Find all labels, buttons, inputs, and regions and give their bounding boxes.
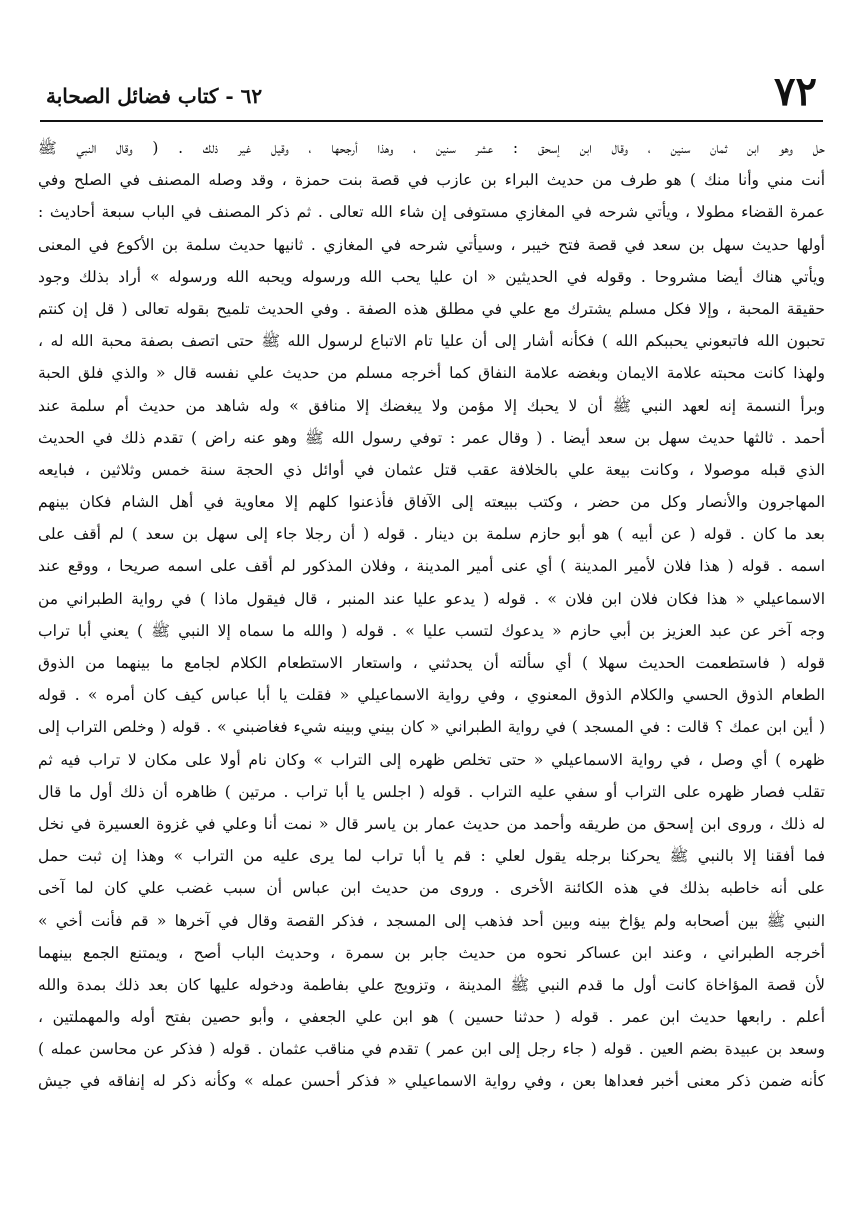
text-line: ( أين ابن عمك ؟ قالت : في المسجد ) في رواية الطبراني « كان بيني وبينه شيء فغاضبني » . قوله ( وخلص التراب إلى [38,718,825,737]
text-line: عمرة القضاء مطولا ، ويأتي شرحه في المغازي مستوفى إن شاء الله تعالى . ثم ذكر المصنف في الباب سبعة أحاديث : [38,203,825,222]
text-line: تقلب فصار ظهره على التراب أو سفي عليه التراب . قوله ( اجلس يا أبا تراب . مرتين ) ظاهره أن ذلك أول ما قال [38,782,825,801]
text-line: وجه آخر عن عبد العزيز بن أبي حازم « يدعوك لتسب عليا » . قوله ( والله ما سماه إلا النبي ﷺ ) يعني أبا تراب [38,621,825,640]
text-line: المهاجرون والأنصار وكل من حضر ، وكتب ببيعته إلى الآفاق فأذعنوا كلهم إلا معاوية في أهل الشام فكان بينهم [38,493,825,512]
text-line: الاسماعيلي « هذا فكان فلان ابن فلان » . قوله ( يدعو عليا عند المنبر ، قال فيقول ماذا ) في رواية الطبراني من [38,589,825,608]
header-rule [40,120,823,122]
text-line: حقيقة المحبة ، وإلا فكل مسلم يشترك مع علي في مطلق هذه الصفة . وفي الحديث تلميح بقوله تعالى ( قل إن كنتم [38,299,825,318]
text-line: لأن قصة المؤاخاة كانت أول ما قدم النبي ﷺ المدينة ، وتزويج علي بفاطمة ودخوله عليها كان بعد ذلك بمدة والله [38,975,825,994]
text-line: ويأتي هناك أيضا مشروحا . وقوله في الحديثين « ان عليا يحب الله ورسوله ويحبه الله ورسوله » أراد بذلك وجود [38,267,825,286]
text-line: تحبون الله فاتبعوني يحببكم الله ) فكأنه أشار إلى أن عليا تام الاتباع لرسول الله ﷺ حتى اتصف بصفة محبة الله له ، [38,332,825,351]
text-line: أولها حديث سهل بن سعد في قصة فتح خيبر ، وسيأتي شرحه في المغازي . ثانيها حديث سلمة بن الأكوع في المعنى [38,235,825,254]
text-line: كأنه ضمن ذكر معنى أخبر فعداها بعن ، وفي رواية الاسماعيلي « فذكر أحسن عمله » وكأنه ذكر له إنفاقه في جيش [38,1072,825,1091]
text-line: وبرأ النسمة إنه لعهد النبي ﷺ أن لا يحبك إلا مؤمن ولا يبغضك إلا منافق » وله شاهد من حديث أم سلمة عند [38,396,825,415]
text-line: الذي قبله موصولا ، وكانت بيعة علي بالخلافة عقب قتل عثمان في أوائل ذي الحجة سنة خمس وثلاثين ، فبايعه [38,460,825,479]
text-line: أخرجه الطبراني ، وعند ابن عساكر نحوه من حديث جابر بن سمرة ، وحديث الباب أصح ، ويمتنع الجمع بينهما [38,943,825,962]
text-line: قوله ( فاستطعمت الحديث سهلا ) أي سألته أن يحدثني ، واستعار الاستطعام الكلام لجامع ما بينهما من الذوق [38,654,825,672]
text-line: وسعد بن عبيدة بضم العين . قوله ( جاء رجل إلى ابن عمر ) تقدم في مناقب عثمان . قوله ( فذكر عن محاسن عمله ) [38,1040,825,1059]
text-line: له ذلك ، وروى ابن إسحق من طريقه وأحمد من حديث عمار بن ياسر قال « نمت أنا وعلي في غزوة العسيرة في نخل [38,814,825,833]
body-text [38,132,825,1098]
text-line: اسمه . قوله ( هذا فلان لأمير المدينة ) أي عنى أمير المدينة ، وفلان المذكور لم أقف على اسمه صريحا ، ووقع عند [38,557,825,576]
text-line: أحمد . ثالثها حديث سهل بن سعد أيضا . ( وقال عمر : توفي رسول الله ﷺ وهو عنه راض ) تقدم ذلك في الحديث [38,428,825,447]
text-line: ولهذا كانت محبته علامة الايمان وبغضه علامة النفاق كما أخرجه مسلم من حديث علي نفسه قال « والذي فلق الحبة [38,364,825,383]
text-line: أعلم . رابعها حديث ابن عمر . قوله ( حدثنا حسين ) هو ابن علي الجعفي ، وأبو حصين بفتح أوله والمهملتين ، [38,1008,825,1027]
text-line: ظهره ) أي وصل ، في رواية الاسماعيلي « حتى تخلص ظهره إلى التراب » وكان نام أولا على مكان لا تراب فيه ثم [38,750,825,769]
text-line: بعد ما كان . قوله ( عن أبيه ) هو أبو حازم سلمة بن دينار . قوله ( أن رجلا جاء إلى سهل بن سعد ) لم أقف على [38,525,825,544]
page-number: ٧٢ [774,68,817,115]
text-line: أنت مني وأنا منك ) هو طرف من حديث البراء بن عازب في قصة بنت حمزة ، وقد وصله المصنف في الصلح وفي [38,171,825,190]
page-header [40,68,823,118]
text-line: النبي ﷺ بين أصحابه ولم يؤاخ بينه وبين أحد فذهب إلى المسجد ، فذكر القصة وقال في آخرها « قم فأنت أخي » [38,911,825,930]
text-line: فما أفقنا إلا بالنبي ﷺ يحركنا برجله يقول لعلي : قم يا أبا تراب لما يرى عليه من التراب » وهذا إن ثبت حمل [38,847,825,866]
text-line: على أنه خاطبه بذلك في هذه الكائنة الأخرى . وروى من حديث ابن عباس أن سبب غضب علي كان لما آخى [38,879,825,898]
running-title: ٦٢ - كتاب فضائل الصحابة [46,84,263,108]
text-line: الطعام الذوق الحسي والكلام الذوق المعنوي ، وفي رواية الاسماعيلي « فقلت يا أبا عباس كيف كان أمره » . قوله [38,686,825,705]
text-line: حل وهو ابن ثمان سنين ، وقال ابن إسحق : عشر سنين ، وهذا أرجحها ، وقيل غير ذلك . ( وقال النبي ﷺ [38,139,825,157]
